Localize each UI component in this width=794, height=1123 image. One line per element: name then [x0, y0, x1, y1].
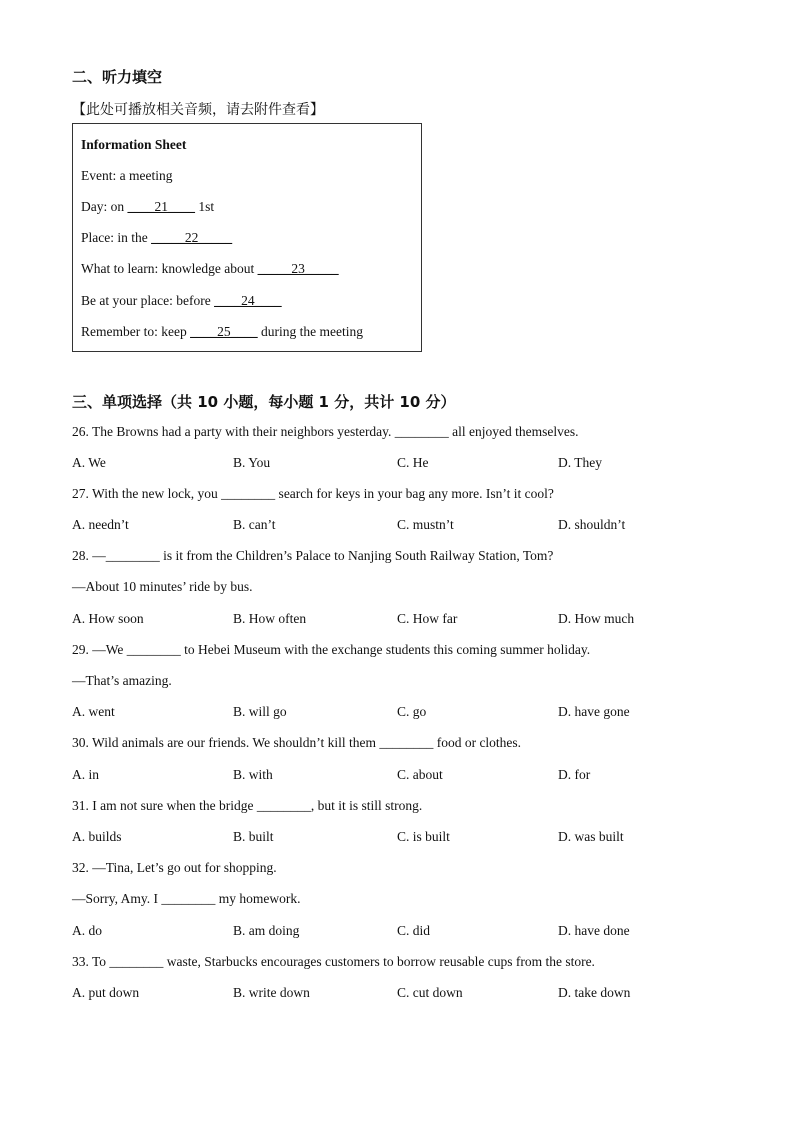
question-32-stem: 32. —Tina, Let’s go out for shopping. — [72, 860, 277, 875]
option-c: C. How far — [397, 611, 458, 626]
option-b: B. will go — [233, 704, 287, 719]
option-b: B. am doing — [233, 923, 300, 938]
question-28-reply: —About 10 minutes’ ride by bus. — [72, 579, 253, 594]
audio-note: 【此处可播放相关音频，请去附件查看】 — [72, 102, 324, 118]
blank-24: ____24____ — [214, 293, 282, 308]
question-33-stem: 33. To ________ waste, Starbucks encourages customers to borrow reusable cups from the store. — [72, 954, 595, 969]
option-b: B. How often — [233, 611, 307, 626]
section-heading-multiple-choice: 三、单项选择（共 10 小题，每小题 1 分，共计 10 分） — [72, 393, 456, 411]
question-31-stem: 31. I am not sure when the bridge ________, but it is still strong. — [72, 798, 423, 813]
option-a: A. needn’t — [72, 517, 129, 532]
information-sheet-box — [72, 123, 422, 352]
option-b: B. write down — [233, 985, 310, 1000]
option-a: A. in — [72, 767, 99, 782]
option-c: C. did — [397, 923, 431, 938]
option-a: A. went — [72, 704, 115, 719]
blank-21: ____21____ — [127, 199, 195, 214]
option-c: C. about — [397, 767, 443, 782]
option-c: C. mustn’t — [397, 517, 454, 532]
option-d: D. for — [558, 767, 591, 782]
question-29-stem: 29. —We ________ to Hebei Museum with the exchange students this coming summer holiday. — [72, 642, 591, 657]
info-line-place-time: Be at your place: before ____24____ — [81, 293, 282, 308]
question-28-stem: 28. —________ is it from the Children’s Palace to Nanjing South Railway Station, Tom? — [72, 548, 554, 563]
blank-23: _____23_____ — [257, 261, 339, 276]
option-d: D. shouldn’t — [558, 517, 626, 532]
info-line-place: Place: in the _____22_____ — [81, 230, 233, 245]
option-b: B. with — [233, 767, 273, 782]
option-d: D. have gone — [558, 704, 630, 719]
blank-25: ____25____ — [190, 324, 258, 339]
question-29-reply: —That’s amazing. — [72, 673, 172, 688]
option-d: D. was built — [558, 829, 624, 844]
option-d: D. They — [558, 455, 602, 470]
info-line-remember: Remember to: keep ____25____ during the meeting — [81, 324, 363, 339]
option-b: B. You — [233, 455, 271, 470]
info-line-learn: What to learn: knowledge about _____23_____ — [81, 261, 339, 276]
blank-22: _____22_____ — [151, 230, 233, 245]
option-a: A. We — [72, 455, 106, 470]
information-sheet-title: Information Sheet — [81, 137, 187, 152]
section-heading-listening: 二、听力填空 — [72, 68, 163, 86]
option-a: A. builds — [72, 829, 122, 844]
info-line-event: Event: a meeting — [81, 168, 173, 183]
option-b: B. can’t — [233, 517, 276, 532]
option-a: A. How soon — [72, 611, 144, 626]
question-32-reply: —Sorry, Amy. I ________ my homework. — [72, 891, 301, 906]
option-c: C. go — [397, 704, 427, 719]
question-26-stem: 26. The Browns had a party with their neighbors yesterday. ________ all enjoyed themselves. — [72, 424, 579, 439]
option-d: D. How much — [558, 611, 635, 626]
option-a: A. do — [72, 923, 102, 938]
info-line-day: Day: on ____21____ 1st — [81, 199, 215, 214]
option-c: C. He — [397, 455, 429, 470]
option-c: C. cut down — [397, 985, 463, 1000]
option-d: D. take down — [558, 985, 631, 1000]
question-30-stem: 30. Wild animals are our friends. We shouldn’t kill them ________ food or clothes. — [72, 735, 522, 750]
option-c: C. is built — [397, 829, 450, 844]
option-a: A. put down — [72, 985, 140, 1000]
option-d: D. have done — [558, 923, 630, 938]
option-b: B. built — [233, 829, 274, 844]
question-27-stem: 27. With the new lock, you ________ search for keys in your bag any more. Isn’t it cool? — [72, 486, 554, 501]
